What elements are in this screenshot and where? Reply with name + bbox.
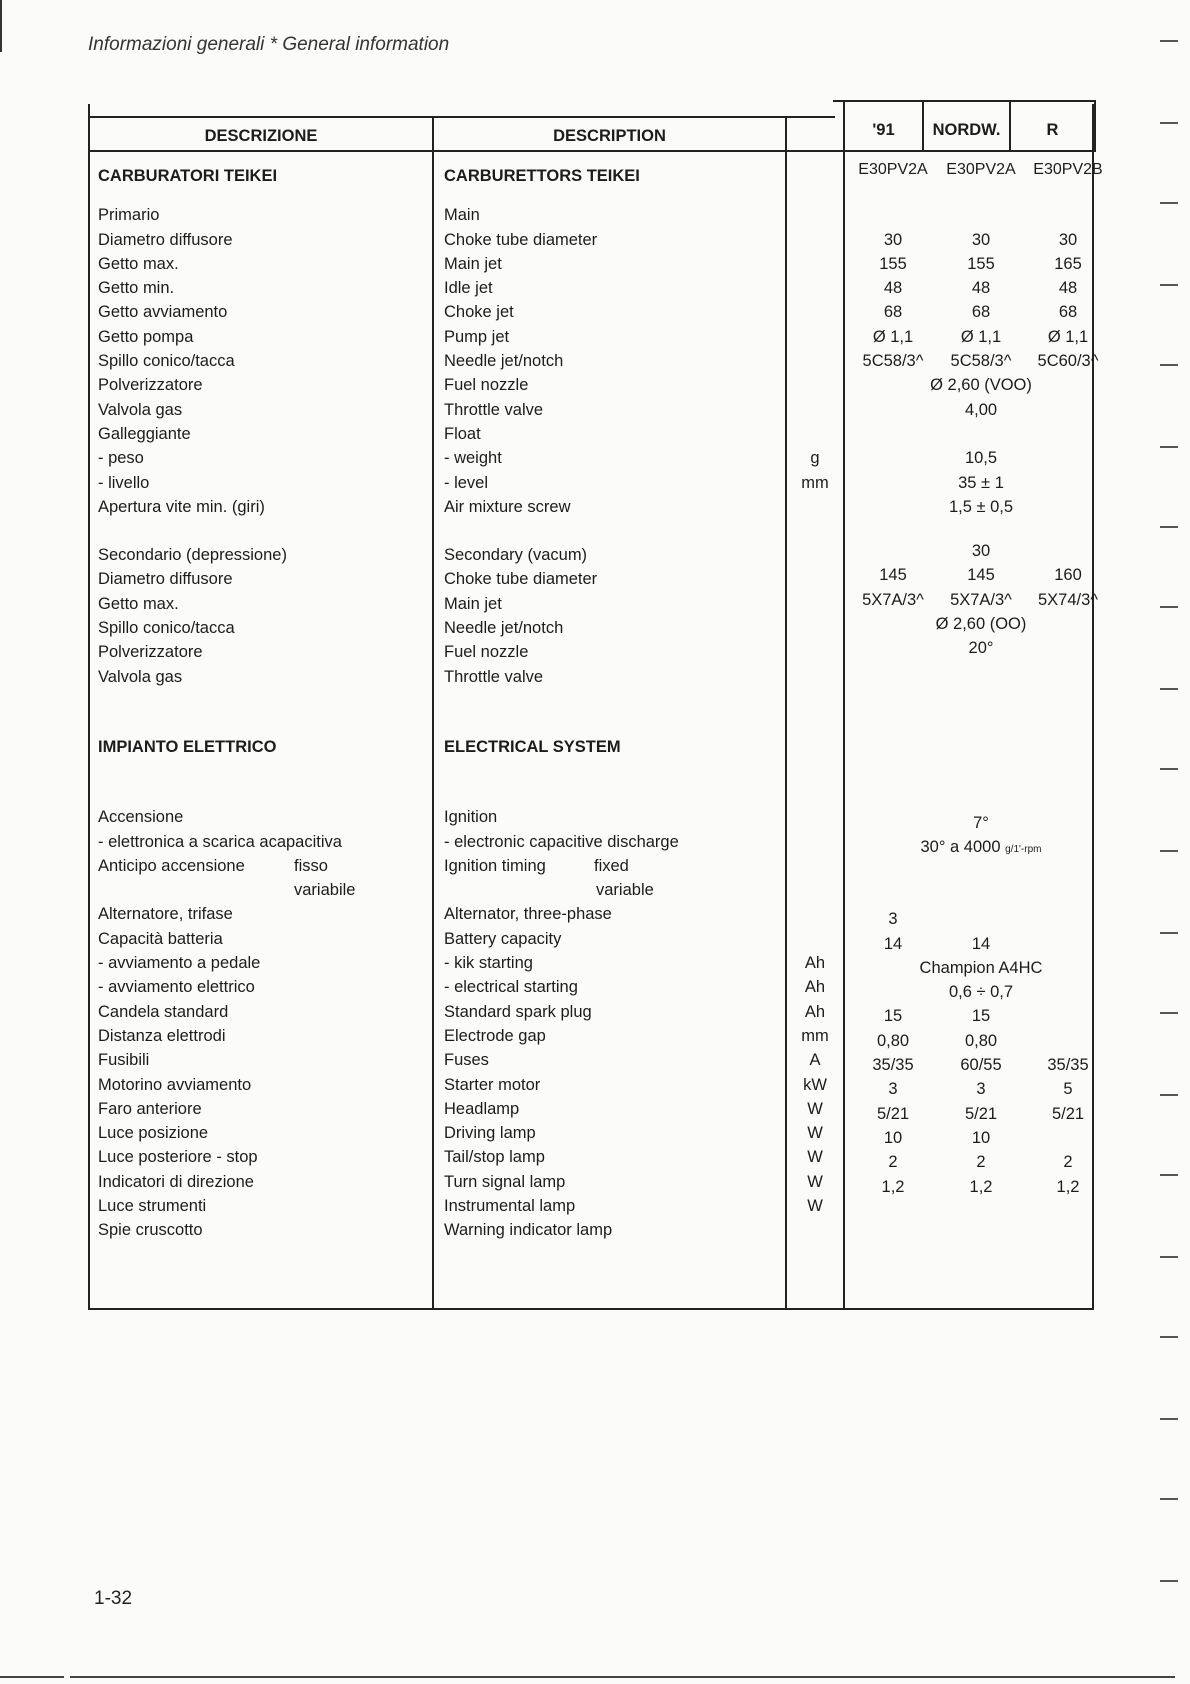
value-cell: 5X74/3^ <box>1037 590 1099 609</box>
table-row <box>845 495 1095 519</box>
value-cell: 68 <box>883 303 903 322</box>
value-cell: 5C60/3^ <box>1037 352 1099 371</box>
value-cell: 68 <box>971 303 991 322</box>
unit-cell <box>787 1218 843 1242</box>
list-item: Distanza elettrodi <box>98 1026 226 1045</box>
list-item: - level <box>444 473 489 492</box>
table-row <box>845 539 1095 563</box>
value-cell <box>921 835 1042 862</box>
table-row <box>845 835 1095 859</box>
unit-cell <box>787 927 843 951</box>
header-descrizione: DESCRIZIONE <box>204 127 318 145</box>
timing-fixed-label: fisso <box>294 856 328 875</box>
header-bottom-line <box>88 150 1094 152</box>
list-item: Diametro diffusore <box>98 570 233 589</box>
value-cell: 165 <box>1054 254 1082 273</box>
value-cell: 5X7A/3^ <box>950 590 1012 609</box>
list-item: Secondary (vacum) <box>444 546 588 565</box>
value-cell: 35/35 <box>1047 1056 1089 1075</box>
list-item: - electrical starting <box>444 978 578 997</box>
list-item: Warning indicator lamp <box>444 1221 613 1240</box>
list-item: Valvola gas <box>98 400 183 419</box>
list-item: Air mixture screw <box>444 497 571 516</box>
list-item: - avviamento elettrico <box>98 978 255 997</box>
list-item: Getto pompa <box>98 327 194 346</box>
section-title: IMPIANTO ELETTRICO <box>98 737 277 756</box>
model-code: E30PV2B <box>1033 161 1103 178</box>
timing-label: Ignition timing <box>444 856 546 875</box>
tick-mark <box>1160 1418 1178 1420</box>
list-item: Instrumental lamp <box>444 1196 576 1215</box>
list-item: Luce posteriore - stop <box>98 1148 258 1167</box>
timing-variable-value: 30° a 4000 <box>920 837 1001 856</box>
list-item: Accensione <box>98 808 184 827</box>
table-row <box>845 588 1099 612</box>
italian-column <box>98 164 356 1243</box>
value-cell: Champion A4HC <box>919 958 1043 977</box>
tick-mark <box>1160 768 1178 770</box>
list-item: Getto max. <box>98 594 179 613</box>
table-row <box>845 1150 1095 1174</box>
unit-cell <box>787 228 843 252</box>
tick-mark <box>1160 1012 1178 1014</box>
header-top-line <box>88 116 835 118</box>
value-cell: Ø 2,60 (OO) <box>935 615 1027 634</box>
unit-cell: kW <box>803 1075 827 1094</box>
table-row <box>845 325 1095 349</box>
list-item: Apertura vite min. (giri) <box>98 497 265 516</box>
table-row <box>845 1004 1095 1028</box>
tick-mark <box>1160 202 1178 204</box>
list-item: Galleggiante <box>98 424 191 443</box>
list-item: Spillo conico/tacca <box>98 619 235 638</box>
value-cell: 3 <box>976 1080 986 1099</box>
value-cell: 5 <box>1063 1080 1073 1099</box>
unit-cell <box>787 398 843 422</box>
value-cell: 30 <box>883 230 903 249</box>
model-codes-row <box>845 158 1103 182</box>
tick-mark <box>1160 122 1178 124</box>
unit-cell: Ah <box>804 978 826 997</box>
list-item: Fuel nozzle <box>444 376 529 395</box>
tick-mark <box>1160 1580 1178 1582</box>
value-cell: Ø 2,60 (VOO) <box>930 376 1032 395</box>
table-row <box>845 932 1095 956</box>
table-row <box>845 349 1099 373</box>
list-item: Alternator, three-phase <box>444 905 612 924</box>
value-cell: 7° <box>973 813 989 832</box>
list-item: Polverizzatore <box>98 376 203 395</box>
value-cell: 2 <box>1063 1153 1073 1172</box>
unit-cell: g <box>810 449 820 468</box>
unit-cell <box>787 276 843 300</box>
table-row <box>845 252 1095 276</box>
table-row <box>845 1053 1095 1077</box>
units-column <box>787 164 843 1243</box>
section-title: CARBURETTORS TEIKEI <box>444 167 640 185</box>
timing-variable-unit: g/1'-rpm <box>1005 843 1042 855</box>
list-item: Primario <box>98 206 160 225</box>
tick-mark <box>1160 850 1178 852</box>
list-item: Candela standard <box>98 1002 229 1021</box>
unit-cell: W <box>807 1099 823 1118</box>
list-item: Throttle valve <box>444 400 544 419</box>
list-item: Needle jet/notch <box>444 352 564 371</box>
tick-mark <box>1160 606 1178 608</box>
value-cell: 155 <box>879 254 907 273</box>
list-item: Fusibili <box>98 1051 150 1070</box>
list-item: Needle jet/notch <box>444 619 564 638</box>
list-item: Starter motor <box>444 1075 541 1094</box>
table-row <box>845 1077 1095 1101</box>
header-top-line-models <box>833 100 1096 102</box>
unit-cell: A <box>809 1051 821 1070</box>
list-item: Spillo conico/tacca <box>98 352 235 371</box>
tick-mark <box>1160 1256 1178 1258</box>
tick-mark <box>1160 1174 1178 1176</box>
unit-cell <box>787 902 843 926</box>
tick-mark <box>1160 284 1178 286</box>
unit-cell: Ah <box>804 1002 826 1021</box>
section-title: CARBURATORI TEIKEI <box>98 167 278 185</box>
list-item: Secondario (depressione) <box>98 546 287 565</box>
list-item: Fuel nozzle <box>444 643 529 662</box>
unit-cell: mm <box>801 473 829 492</box>
list-item: Valvola gas <box>98 667 183 686</box>
table-row <box>845 1175 1095 1199</box>
value-cell: 5/21 <box>964 1104 998 1123</box>
table-row <box>845 980 1095 1004</box>
page-number: 1-32 <box>94 1588 133 1609</box>
timing-variable-label: variable <box>596 881 654 900</box>
list-item: - avviamento a pedale <box>98 954 261 973</box>
list-item: Faro anteriore <box>98 1099 202 1118</box>
value-cell: 68 <box>1058 303 1078 322</box>
unit-cell <box>787 373 843 397</box>
value-cell: 5X7A/3^ <box>862 590 924 609</box>
value-cell: 60/55 <box>960 1056 1002 1075</box>
value-cell: 30 <box>971 230 991 249</box>
header-description: DESCRIPTION <box>553 127 666 145</box>
values-column <box>845 158 1103 1199</box>
value-cell: 20° <box>968 639 994 658</box>
unit-cell: W <box>807 1172 823 1191</box>
tick-mark <box>1160 526 1178 528</box>
list-item: Luce posizione <box>98 1124 209 1143</box>
list-item: Electrode gap <box>444 1026 546 1045</box>
value-cell: 5/21 <box>1051 1104 1085 1123</box>
unit-cell <box>787 300 843 324</box>
english-column <box>444 164 679 1243</box>
value-cell: 48 <box>1058 279 1078 298</box>
list-item: Getto max. <box>98 254 179 273</box>
value-cell: 15 <box>971 1007 991 1026</box>
list-item: Float <box>444 424 481 443</box>
model-code: E30PV2A <box>946 161 1016 178</box>
unit-cell: W <box>807 1196 823 1215</box>
tick-mark <box>1160 1498 1178 1500</box>
list-item: Spie cruscotto <box>98 1221 203 1240</box>
value-cell: 1,2 <box>969 1177 993 1196</box>
tick-mark <box>1160 364 1178 366</box>
timing-variable-label: variabile <box>294 881 356 900</box>
value-cell: 2 <box>976 1153 986 1172</box>
table-row <box>845 276 1095 300</box>
list-item: Choke jet <box>444 303 514 322</box>
tick-mark <box>1160 40 1178 42</box>
table-row <box>845 636 1095 660</box>
list-item: Idle jet <box>444 279 493 298</box>
list-item: Ignition <box>444 808 498 827</box>
value-cell: 0,6 ÷ 0,7 <box>948 983 1014 1002</box>
value-cell: 10 <box>883 1128 903 1147</box>
value-cell: 35/35 <box>872 1056 914 1075</box>
list-item: Choke tube diameter <box>444 230 598 249</box>
value-cell: 0,80 <box>964 1031 998 1050</box>
unit-cell: mm <box>801 1026 829 1045</box>
value-cell: 48 <box>971 279 991 298</box>
list-item: Pump jet <box>444 327 510 346</box>
list-item: Motorino avviamento <box>98 1075 252 1094</box>
binder-tick-marks <box>1160 0 1182 1684</box>
list-item: Throttle valve <box>444 667 544 686</box>
value-cell: 5/21 <box>876 1104 910 1123</box>
table-row <box>845 373 1095 397</box>
table-row <box>845 1126 1095 1150</box>
value-cell: 14 <box>971 934 991 953</box>
tick-mark <box>1160 932 1178 934</box>
list-item: Fuses <box>444 1051 489 1070</box>
list-item <box>98 878 356 902</box>
list-item: Polverizzatore <box>98 643 203 662</box>
col-divider-1 <box>432 116 434 1310</box>
table-row <box>845 398 1095 422</box>
header-model-nordw: NORDW. <box>932 121 1001 139</box>
list-item <box>98 854 342 878</box>
list-item: - elettronica a scarica acapacitiva <box>98 832 342 851</box>
specification-table <box>88 104 1103 1310</box>
unit-cell: W <box>807 1124 823 1143</box>
value-cell: 160 <box>1054 566 1082 585</box>
list-item: Main <box>444 206 480 225</box>
table-row <box>845 563 1095 587</box>
list-item: - weight <box>444 449 502 468</box>
value-cell: 35 ± 1 <box>958 473 1004 492</box>
value-cell: 2 <box>888 1153 898 1172</box>
value-cell: 10,5 <box>964 449 998 468</box>
table-row <box>845 612 1095 636</box>
model-code: E30PV2A <box>858 161 928 178</box>
value-cell: 1,5 ± 0,5 <box>948 497 1014 516</box>
header-model-r: R <box>1046 121 1059 139</box>
timing-label: Anticipo accensione <box>98 856 245 875</box>
unit-cell <box>787 422 843 446</box>
list-item: Driving lamp <box>444 1124 536 1143</box>
scan-edge-rule <box>0 0 2 52</box>
col-divider-6 <box>1094 100 1096 152</box>
value-cell: 1,2 <box>1056 1177 1080 1196</box>
unit-cell <box>787 349 843 373</box>
list-item: Main jet <box>444 594 502 613</box>
list-item: Main jet <box>444 254 502 273</box>
table-row <box>845 1102 1095 1126</box>
value-cell: 3 <box>888 910 898 929</box>
value-cell: 30 <box>971 542 991 561</box>
tick-mark <box>1160 1094 1178 1096</box>
list-item: Getto min. <box>98 279 175 298</box>
value-cell: 3 <box>888 1080 898 1099</box>
bottom-rule <box>70 1676 1175 1678</box>
value-cell: 5C58/3^ <box>950 352 1012 371</box>
list-item: Choke tube diameter <box>444 570 598 589</box>
table-row <box>845 228 1095 252</box>
table-row <box>845 471 1095 495</box>
list-item <box>444 878 679 902</box>
unit-cell: Ah <box>804 954 826 973</box>
table-row <box>845 811 1095 835</box>
value-cell: 1,2 <box>881 1177 905 1196</box>
tick-mark <box>1160 688 1178 690</box>
value-cell: 30 <box>1058 230 1078 249</box>
list-item: Tail/stop lamp <box>444 1148 545 1167</box>
list-item: Alternatore, trifase <box>98 905 233 924</box>
list-item: Standard spark plug <box>444 1002 592 1021</box>
list-item: Luce strumenti <box>98 1196 207 1215</box>
unit-cell: W <box>807 1148 823 1167</box>
section-title: ELECTRICAL SYSTEM <box>444 737 621 756</box>
list-item: - kik starting <box>444 954 533 973</box>
list-item: Indicatori di direzione <box>98 1172 254 1191</box>
list-item: Getto avviamento <box>98 303 228 322</box>
unit-cell <box>787 325 843 349</box>
value-cell: 48 <box>883 279 903 298</box>
value-cell: 5C58/3^ <box>862 352 924 371</box>
list-item: - electronic capacitive discharge <box>444 832 679 851</box>
unit-cell <box>787 252 843 276</box>
header-model-91: '91 <box>872 121 895 139</box>
unit-cell <box>787 495 843 519</box>
unit-cell <box>787 203 843 227</box>
list-item: Turn signal lamp <box>444 1172 566 1191</box>
value-cell: 4,00 <box>964 400 998 419</box>
value-cell: 15 <box>883 1007 903 1026</box>
page-title: Informazioni generali * General information <box>88 34 450 55</box>
value-cell: Ø 1,1 <box>960 327 1002 346</box>
list-item: - peso <box>98 449 144 468</box>
timing-fixed-label: fixed <box>594 856 629 875</box>
list-item: - livello <box>98 473 150 492</box>
list-item: Diametro diffusore <box>98 230 233 249</box>
value-cell: 0,80 <box>876 1031 910 1050</box>
value-cell: 155 <box>967 254 995 273</box>
tick-mark <box>1160 446 1178 448</box>
list-item: Headlamp <box>444 1099 520 1118</box>
list-item: Capacità batteria <box>98 929 223 948</box>
table-row <box>845 907 1095 931</box>
table-row <box>845 956 1095 980</box>
value-cell: 145 <box>967 566 995 585</box>
value-cell: 10 <box>971 1128 991 1147</box>
value-cell: Ø 1,1 <box>872 327 914 346</box>
value-cell: Ø 1,1 <box>1047 327 1089 346</box>
tick-mark <box>1160 1336 1178 1338</box>
table-row <box>845 300 1095 324</box>
table-row <box>845 1029 1095 1053</box>
list-item: Battery capacity <box>444 929 562 948</box>
table-row <box>845 446 1095 470</box>
list-item <box>444 854 679 878</box>
value-cell: 145 <box>879 566 907 585</box>
value-cell: 14 <box>883 934 903 953</box>
bottom-rule-left <box>0 1676 64 1678</box>
